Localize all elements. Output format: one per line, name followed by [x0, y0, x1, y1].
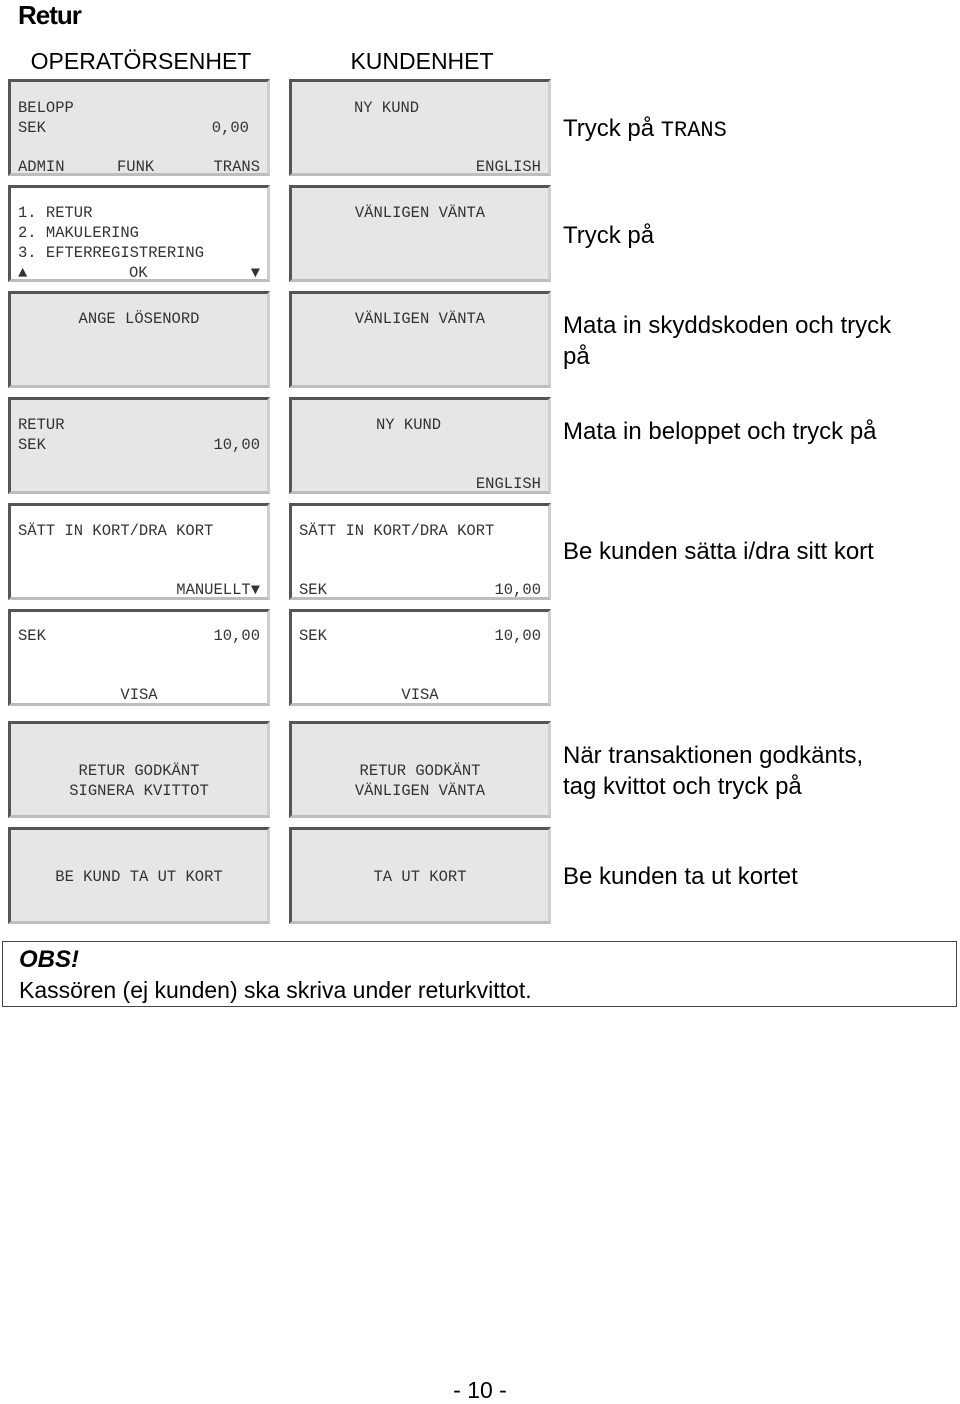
customer-screen-new-customer: [289, 79, 551, 176]
page-title: Retur: [18, 0, 81, 30]
softkey-english: ENGLISH: [475, 158, 541, 176]
obs-title: OBS!: [19, 946, 79, 973]
operator-screen-insert-card: [8, 503, 270, 600]
operator-screen-remove-card: [8, 827, 270, 924]
customer-screen-approved: [289, 721, 551, 818]
operator-screen-password: [8, 291, 270, 388]
screen-line: RETUR: [18, 416, 65, 434]
softkey-trans: TRANS: [213, 158, 260, 176]
operator-screen-approved: [8, 721, 270, 818]
screen-amount: 10,00: [213, 627, 260, 645]
screen-amount: 0,00: [211, 119, 249, 137]
operator-screen-menu: [8, 185, 270, 282]
screen-line: SIGNERA KVITTOT: [69, 782, 209, 800]
instruction-5: Be kunden sätta i/dra sitt kort: [563, 538, 874, 565]
screen-line: SEK: [299, 627, 327, 645]
screen-line: TA UT KORT: [373, 868, 467, 886]
screen-amount: 10,00: [494, 627, 541, 645]
obs-text: Kassören (ej kunden) ska skriva under returkvittot.: [19, 977, 532, 1003]
screen-line: SEK: [18, 436, 46, 454]
customer-screen-remove-card: [289, 827, 551, 924]
instruction-3: Mata in skyddskoden och tryck på: [563, 312, 892, 370]
customer-screen-visa: [289, 609, 551, 706]
card-type-label: VISA: [120, 686, 158, 704]
operator-screen-visa: [8, 609, 270, 706]
screen-line: NY KUND: [354, 99, 420, 117]
menu-item-efterregistrering: 3. EFTERREGISTRERING: [18, 244, 205, 262]
instruction-2: Tryck på: [563, 222, 655, 249]
customer-unit-heading: KUNDENHET: [350, 48, 494, 74]
screen-line: VÄNLIGEN VÄNTA: [354, 204, 486, 222]
instruction-4: Mata in beloppet och tryck på: [563, 418, 877, 445]
operator-unit-heading: OPERATÖRSENHET: [30, 48, 252, 74]
screen-line: SEK: [299, 581, 327, 599]
screen-line: BELOPP: [18, 99, 74, 117]
screen-line: SÄTT IN KORT/DRA KORT: [299, 522, 495, 540]
arrow-up-icon: ▲: [18, 264, 28, 282]
menu-item-retur: 1. RETUR: [18, 204, 93, 222]
screen-line: RETUR GODKÄNT: [78, 762, 200, 780]
customer-screen-insert-card: [289, 503, 551, 600]
screen-line: ANGE LÖSENORD: [78, 310, 200, 328]
screen-line: NY KUND: [376, 416, 442, 434]
screen-line: VÄNLIGEN VÄNTA: [354, 310, 486, 328]
customer-screen-wait: [289, 291, 551, 388]
softkey-manuellt: MANUELLT▼: [176, 581, 260, 599]
instruction-7: När transaktionen godkänts, tag kvittot och tryck på: [563, 742, 864, 800]
arrow-down-icon: ▼: [250, 264, 260, 282]
screen-line: BE KUND TA UT KORT: [55, 868, 223, 886]
screen-amount: 10,00: [213, 436, 260, 454]
screen-amount: 10,00: [494, 581, 541, 599]
softkey-english: ENGLISH: [475, 475, 541, 493]
softkey-ok: OK: [129, 264, 148, 282]
trans-key-label: TRANS: [660, 118, 727, 143]
screen-line: VÄNLIGEN VÄNTA: [354, 782, 486, 800]
screen-line: RETUR GODKÄNT: [359, 762, 481, 780]
card-type-label: VISA: [401, 686, 439, 704]
screen-line: SEK: [18, 627, 46, 645]
operator-screen-return-amount: [8, 397, 270, 494]
screen-line: SEK: [18, 119, 46, 137]
softkey-funk: FUNK: [117, 158, 155, 176]
customer-screen-wait: [289, 185, 551, 282]
operator-screen-amount: [8, 79, 270, 176]
instruction-1: Tryck på TRANS: [563, 115, 727, 143]
softkey-admin: ADMIN: [18, 158, 65, 176]
page-number: - 10 -: [453, 1377, 507, 1403]
menu-item-makulering: 2. MAKULERING: [18, 224, 139, 242]
customer-screen-new-customer: [289, 397, 551, 494]
screen-line: SÄTT IN KORT/DRA KORT: [18, 522, 214, 540]
instruction-8: Be kunden ta ut kortet: [563, 863, 798, 890]
obs-note-box: [2, 941, 957, 1007]
